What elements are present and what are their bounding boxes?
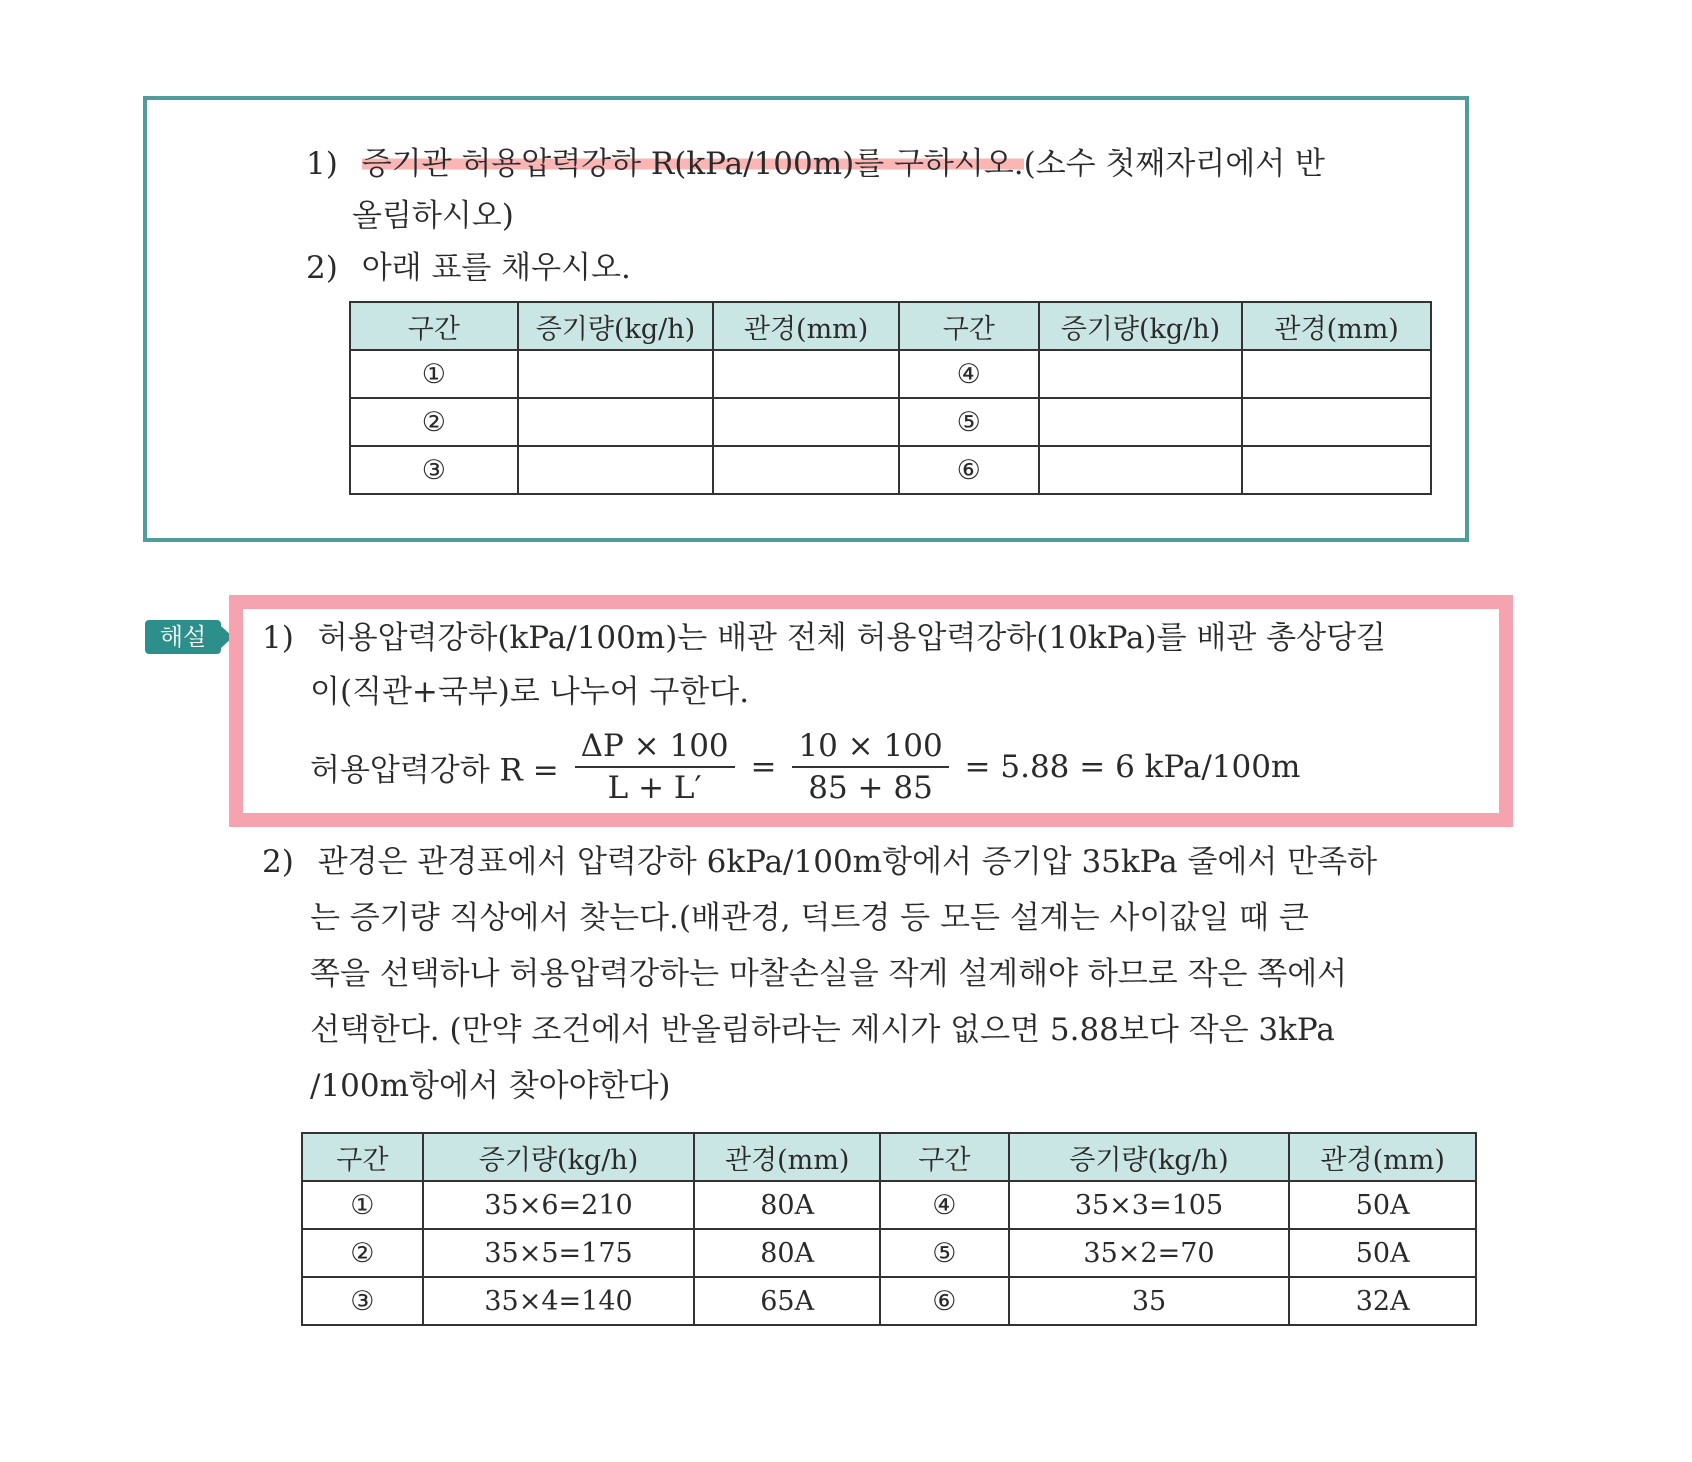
table-cell: ① bbox=[350, 350, 518, 398]
table-cell: 65A bbox=[694, 1277, 880, 1325]
solution-1-number: 1) bbox=[262, 620, 294, 656]
question-2 bbox=[306, 248, 631, 288]
formula-label: 허용압력강하 R = bbox=[310, 752, 559, 789]
question-2-text: 아래 표를 채우시오. bbox=[361, 250, 631, 286]
solution-table bbox=[301, 1132, 1477, 1326]
table-cell: ④ bbox=[880, 1181, 1009, 1229]
table-cell: ⑥ bbox=[880, 1277, 1009, 1325]
solution-tag: 해설 bbox=[145, 620, 221, 654]
table-header-cell: 구간 bbox=[302, 1133, 423, 1181]
table-cell: ⑤ bbox=[880, 1229, 1009, 1277]
solution-1-line1: 허용압력강하(kPa/100m)는 배관 전체 허용압력강하(10kPa)를 배관 총상당길 bbox=[317, 620, 1386, 656]
solution-2-line3: 쪽을 선택하나 허용압력강하는 마찰손실을 작게 설계해야 하므로 작은 쪽에서 bbox=[310, 956, 1348, 992]
solution-2-line4: 선택한다. (만약 조건에서 반올림하라는 제시가 없으면 5.88보다 작은 3kPa bbox=[310, 1012, 1335, 1048]
table-header-cell: 관경(mm) bbox=[1242, 302, 1431, 350]
solution-2-line1: 관경은 관경표에서 압력강하 6kPa/100m항에서 증기압 35kPa 줄에서 만족하 bbox=[317, 844, 1378, 880]
table-cell: 50A bbox=[1289, 1181, 1476, 1229]
question-1 bbox=[306, 144, 1325, 184]
table-row bbox=[350, 350, 1431, 398]
fraction-2-denominator: 85 + 85 bbox=[808, 770, 933, 806]
solution-2-line5: /100m항에서 찾아야한다) bbox=[310, 1068, 671, 1104]
question-table bbox=[349, 301, 1432, 495]
question-2-number: 2) bbox=[306, 250, 338, 286]
table-cell: 50A bbox=[1289, 1229, 1476, 1277]
solution-2 bbox=[262, 842, 1377, 882]
table-cell: ⑤ bbox=[899, 398, 1039, 446]
table-header-row bbox=[350, 302, 1431, 350]
solution-2-line2: 는 증기량 직상에서 찾는다.(배관경, 덕트경 등 모든 설계는 사이값일 때 큰 bbox=[310, 900, 1309, 936]
formula bbox=[310, 728, 1300, 806]
fraction-2-numerator: 10 × 100 bbox=[792, 728, 948, 768]
table-cell bbox=[1039, 398, 1243, 446]
table-cell bbox=[518, 446, 714, 494]
table-cell bbox=[1242, 446, 1431, 494]
table-header-cell: 관경(mm) bbox=[694, 1133, 880, 1181]
table-cell: 80A bbox=[694, 1229, 880, 1277]
table-row bbox=[302, 1229, 1476, 1277]
formula-equals: = bbox=[750, 749, 777, 785]
table-cell: 80A bbox=[694, 1181, 880, 1229]
table-cell: ③ bbox=[350, 446, 518, 494]
table-cell bbox=[1039, 446, 1243, 494]
table-cell: ④ bbox=[899, 350, 1039, 398]
table-cell: ② bbox=[350, 398, 518, 446]
solution-1 bbox=[262, 618, 1386, 658]
table-header-cell: 증기량(kg/h) bbox=[1039, 302, 1243, 350]
formula-fraction-1 bbox=[575, 728, 735, 806]
table-header-cell: 구간 bbox=[350, 302, 518, 350]
question-1-number: 1) bbox=[306, 146, 338, 182]
table-row bbox=[350, 446, 1431, 494]
table-cell bbox=[713, 446, 899, 494]
question-1-line2: 올림하시오) bbox=[352, 198, 514, 234]
solution-2-number: 2) bbox=[262, 844, 294, 880]
table-header-cell: 관경(mm) bbox=[713, 302, 899, 350]
table-header-cell: 구간 bbox=[899, 302, 1039, 350]
table-row bbox=[350, 398, 1431, 446]
table-header-cell: 구간 bbox=[880, 1133, 1009, 1181]
table-header-cell: 증기량(kg/h) bbox=[423, 1133, 695, 1181]
table-cell bbox=[1242, 350, 1431, 398]
question-1-rest: (소수 첫째자리에서 반 bbox=[1023, 146, 1325, 182]
table-cell: ③ bbox=[302, 1277, 423, 1325]
table-cell: 35×4=140 bbox=[423, 1277, 695, 1325]
table-cell: ② bbox=[302, 1229, 423, 1277]
table-cell: ⑥ bbox=[899, 446, 1039, 494]
fraction-1-numerator: ΔP × 100 bbox=[575, 728, 735, 768]
table-cell bbox=[1039, 350, 1243, 398]
table-cell bbox=[713, 398, 899, 446]
table-cell: ① bbox=[302, 1181, 423, 1229]
table-cell: 35 bbox=[1009, 1277, 1290, 1325]
solution-1-line2: 이(직관+국부)로 나누어 구한다. bbox=[310, 674, 750, 710]
table-header-row bbox=[302, 1133, 1476, 1181]
table-cell: 35×2=70 bbox=[1009, 1229, 1290, 1277]
table-cell bbox=[518, 350, 714, 398]
table-row bbox=[302, 1277, 1476, 1325]
table-header-cell: 증기량(kg/h) bbox=[518, 302, 714, 350]
table-header-cell: 관경(mm) bbox=[1289, 1133, 1476, 1181]
table-cell: 32A bbox=[1289, 1277, 1476, 1325]
table-row bbox=[302, 1181, 1476, 1229]
table-cell bbox=[1242, 398, 1431, 446]
question-1-highlighted-text: 증기관 허용압력강하 R(kPa/100m)를 구하시오. bbox=[361, 146, 1024, 182]
table-cell: 35×6=210 bbox=[423, 1181, 695, 1229]
fraction-1-denominator: L + L′ bbox=[607, 770, 702, 806]
formula-result: = 5.88 = 6 kPa/100m bbox=[964, 749, 1301, 785]
table-cell: 35×5=175 bbox=[423, 1229, 695, 1277]
table-cell bbox=[713, 350, 899, 398]
table-cell: 35×3=105 bbox=[1009, 1181, 1290, 1229]
table-header-cell: 증기량(kg/h) bbox=[1009, 1133, 1290, 1181]
table-cell bbox=[518, 398, 714, 446]
formula-fraction-2 bbox=[792, 728, 948, 806]
